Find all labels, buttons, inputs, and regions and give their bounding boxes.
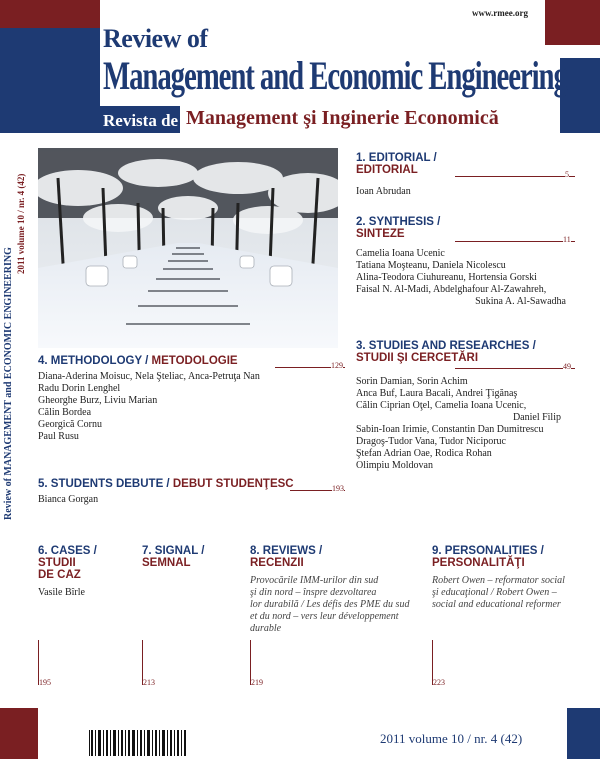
section-studies-title: 3. STUDIES AND RESEARCHES / xyxy=(356,340,536,352)
section-studies-authors: Sorin Damian, Sorin Achim Anca Buf, Laura Bacali, Andrei Ţigănaş Călin Ciprian Oţel, Camelia Ioana Ucenic, Daniel Filip Sabin-Ioan Irimie, Constantin Dan Dumitrescu Dragoş-Tudor Vana, Tudor Niciporuc Ştefan Adrian Oae, Rodica Rohan Olimpiu Moldovan xyxy=(356,376,561,471)
page-number: 49 xyxy=(563,362,571,371)
section-cases: 6. CASES / STUDII DE CAZ Vasile Bîrle xyxy=(38,545,97,598)
section-studies xyxy=(356,340,561,472)
issue-number: 2011 volume 10 / nr. 4 (42) xyxy=(380,731,523,746)
section-personalities: 9. PERSONALITIES / PERSONALITĂŢI Robert Owen – reformator social şi educaţional / Robert Owen – social and educational reformer xyxy=(432,545,592,611)
page-number: 223 xyxy=(433,678,445,687)
section-cases-authors: Vasile Bîrle xyxy=(38,587,85,598)
section-methodology-title: 4. METHODOLOGY / METODOLOGIE xyxy=(38,355,238,367)
page-number: 213 xyxy=(143,678,155,687)
cover-photo xyxy=(38,148,338,348)
corner-block-bottom-right-navy xyxy=(567,708,600,759)
section-editorial-title: 1. EDITORIAL / xyxy=(356,152,437,164)
section-editorial-authors: Ioan Abrudan xyxy=(356,186,411,197)
section-cases-title: 6. CASES / xyxy=(38,545,97,557)
section-synthesis-title: 2. SYNTHESIS / xyxy=(356,216,441,228)
website-url: www.rmee.org xyxy=(472,8,528,18)
page-rule xyxy=(455,176,575,177)
section-editorial-title-ro: EDITORIAL xyxy=(356,164,418,176)
section-editorial xyxy=(356,152,437,198)
section-methodology-authors: Diana-Aderina Moisuc, Nela Şteliac, Anca-Petruţa Nan Radu Dorin Lenghel Gheorghe Burz, Liviu Marian Călin Bordea Georgică Cornu Paul Rusu xyxy=(38,371,260,442)
section-synthesis-authors: Camelia Ioana Ucenic Tatiana Moşteanu, Daniela Nicolescu Alina-Teodora Ciuhureanu, Hortensia Gorski Faisal N. Al-Madi, Abdelghafour Al-Zawahreh, Sukina A. Al-Sawadha xyxy=(356,248,566,307)
section-synthesis xyxy=(356,216,566,308)
page-number: 11 xyxy=(563,235,571,244)
page-rule xyxy=(455,368,575,369)
page-number: 219 xyxy=(251,678,263,687)
corner-block-top-left-maroon xyxy=(0,0,100,28)
page-number: 129 xyxy=(331,361,343,370)
section-methodology xyxy=(38,355,260,443)
spine-journal-title: Review of MANAGEMENT and ECONOMIC ENGINEERING xyxy=(3,247,14,520)
page-number: 195 xyxy=(39,678,51,687)
page-number: 193 xyxy=(332,484,344,493)
section-students xyxy=(38,478,294,506)
section-reviews: 8. REVIEWS / RECENZII Provocările IMM-urilor din sud şi din nord – înspre dezvoltarea lor durabilă / Les défis des PME du sud et du nord – vers leur développement durable xyxy=(250,545,430,635)
section-personalities-text: Robert Owen – reformator social şi educaţional / Robert Owen – social and educational reformer xyxy=(432,575,565,610)
section-reviews-text: Provocările IMM-urilor din sud şi din nord – înspre dezvoltarea lor durabilă / Les défis des PME du sud et du nord – vers leur développement durable xyxy=(250,575,410,634)
section-synthesis-title-ro: SINTEZE xyxy=(356,228,405,240)
spine-issue: 2011 volume 10 / nr. 4 (42) xyxy=(16,173,26,274)
barcode xyxy=(87,730,187,756)
masthead-title: Management and Economic Engineering xyxy=(103,53,567,98)
section-students-title: 5. STUDENTS DEBUTE / DEBUT STUDENŢESC xyxy=(38,478,294,490)
masthead-title-romanian: Management şi Inginerie Economică xyxy=(186,107,499,129)
section-signal-title: 7. SIGNAL / xyxy=(142,545,205,557)
section-personalities-title: 9. PERSONALITIES / xyxy=(432,545,544,557)
corner-block-bottom-left-maroon xyxy=(0,708,38,759)
section-students-authors: Bianca Gorgan xyxy=(38,494,99,505)
page-number: 5 xyxy=(565,170,569,179)
section-signal: 7. SIGNAL / SEMNAL xyxy=(142,545,205,569)
corner-block-top-right-maroon xyxy=(545,0,600,45)
masthead-review-of: Review of xyxy=(103,24,208,53)
page-rule xyxy=(455,241,575,242)
masthead-revista-de: Revista de xyxy=(103,111,179,130)
section-reviews-title: 8. REVIEWS / xyxy=(250,545,323,557)
section-studies-title-ro: STUDII ŞI CERCETĂRI xyxy=(356,352,479,364)
